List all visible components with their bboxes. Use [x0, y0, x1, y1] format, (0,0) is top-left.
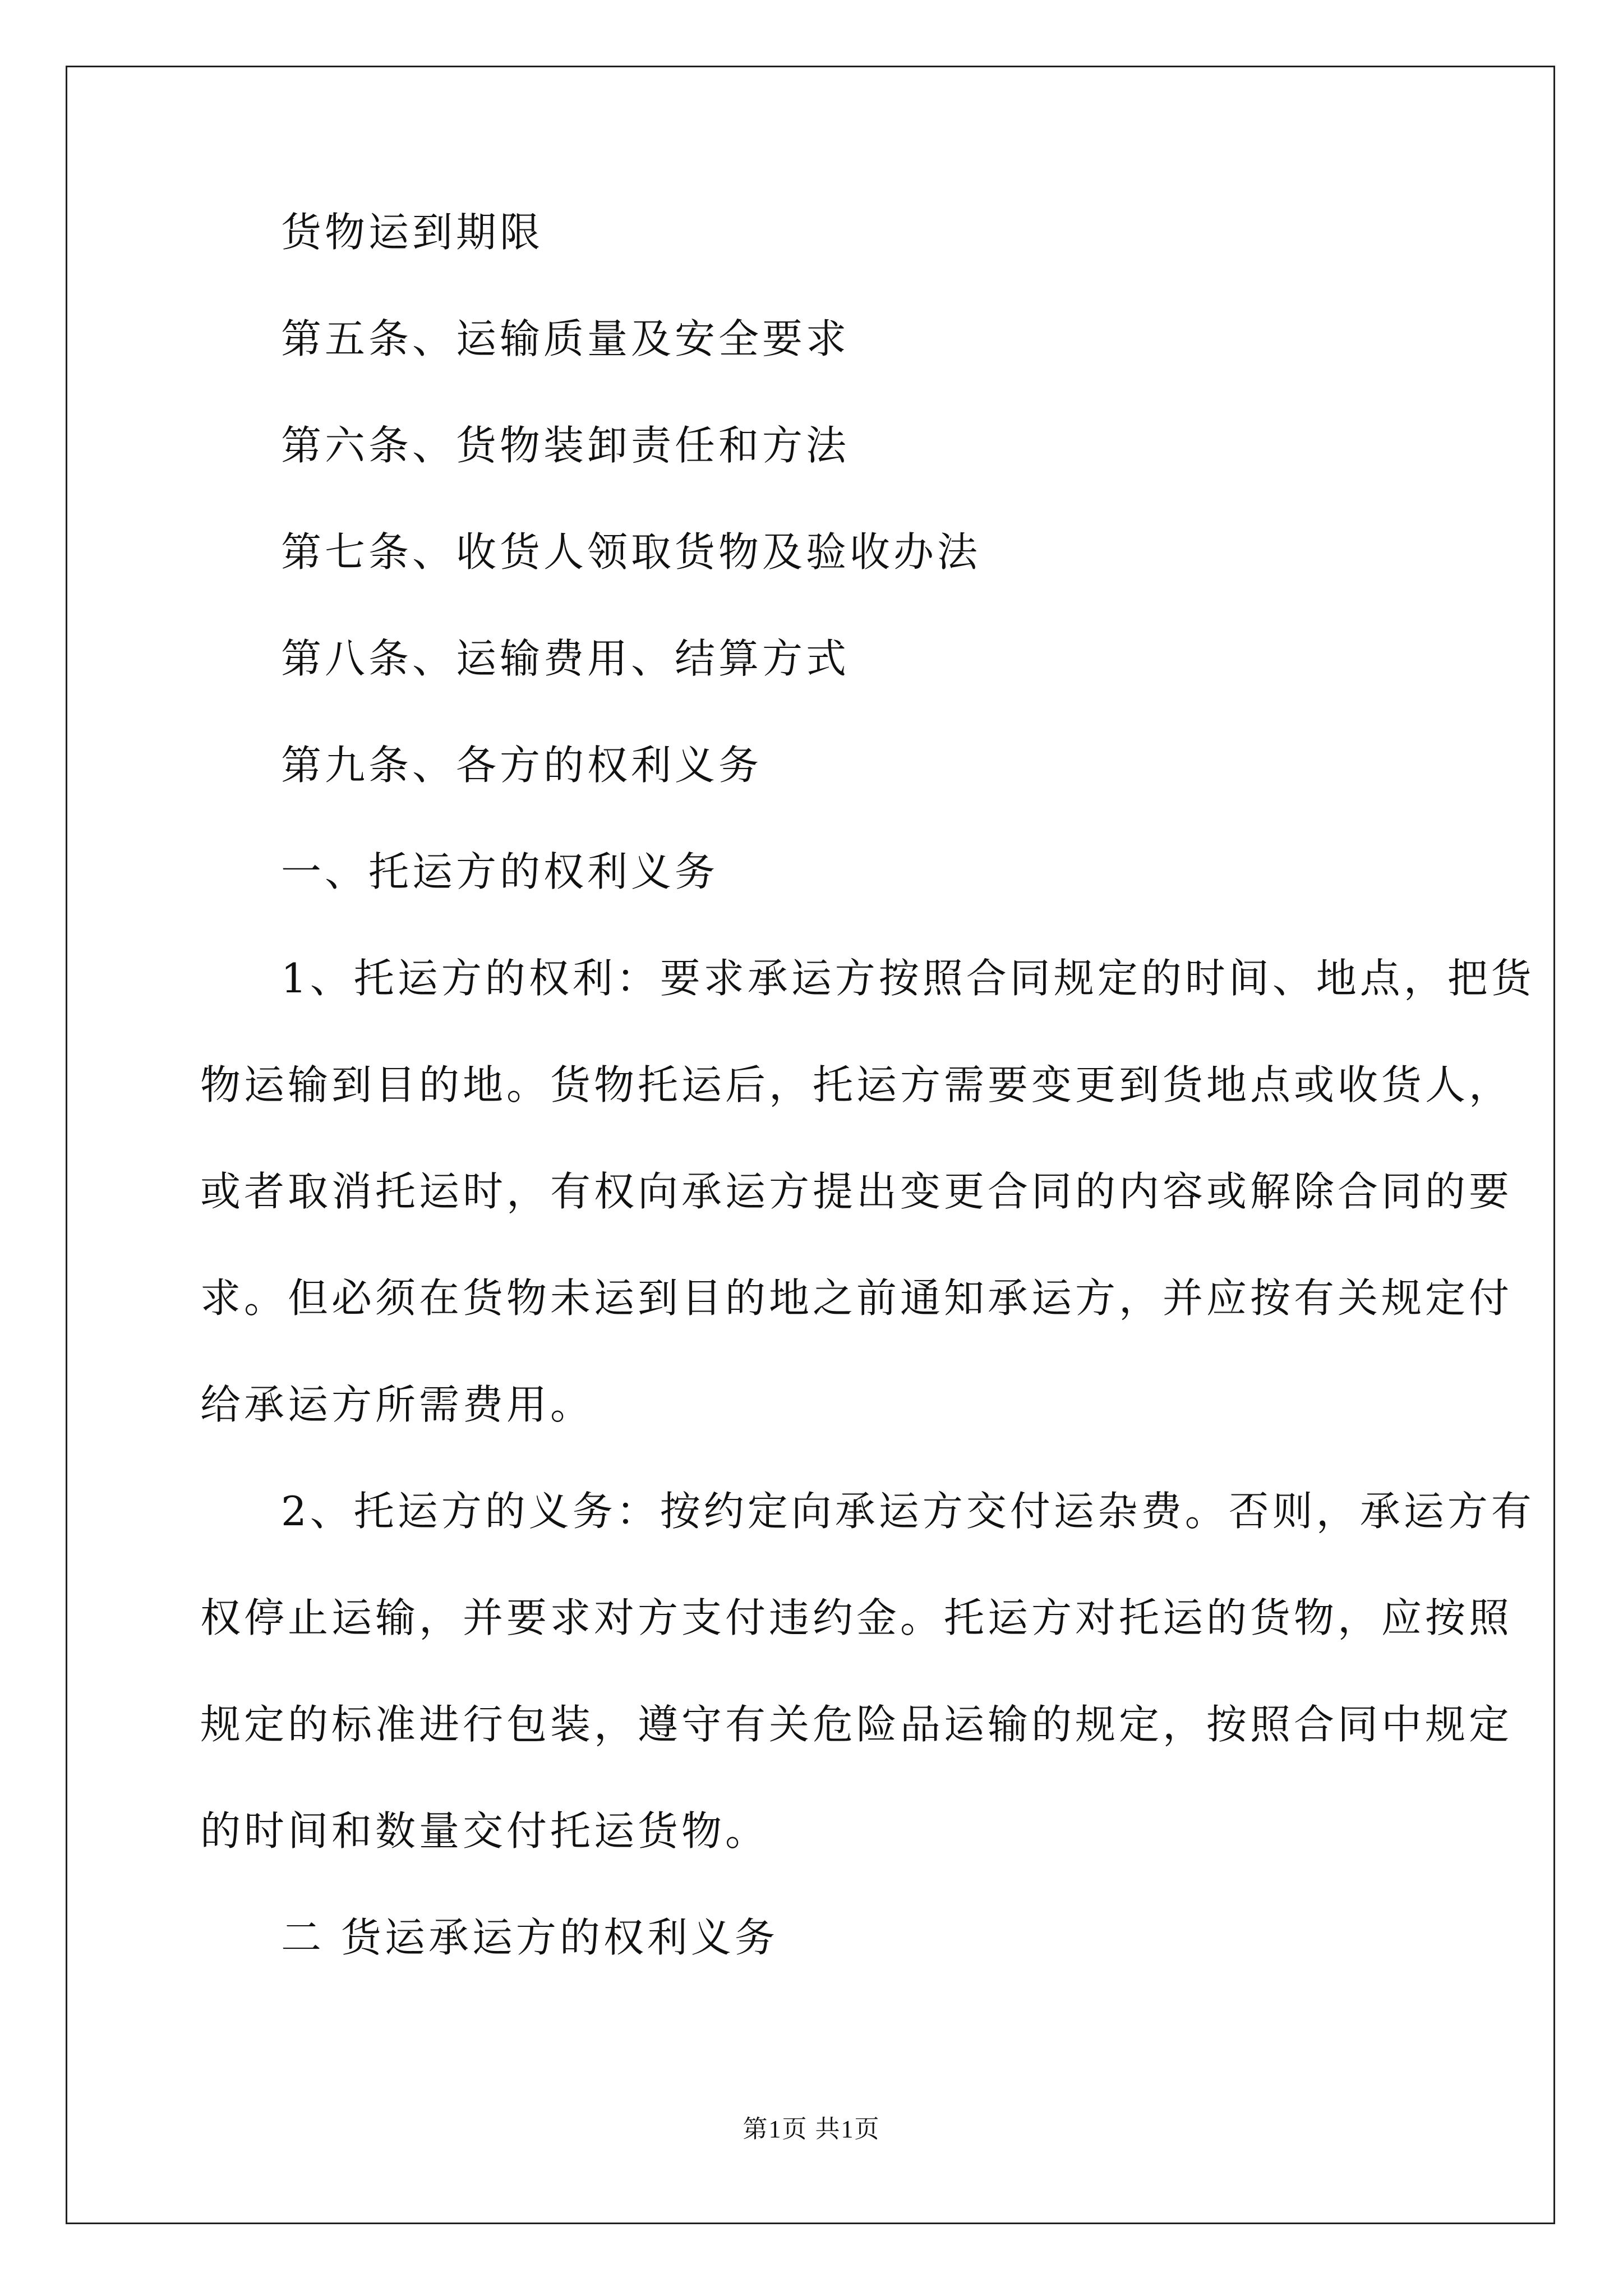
text-line: 1、托运方的权利：要求承运方按照合同规定的时间、地点，把货 [281, 955, 1535, 1002]
text-line: 权停止运输，并要求对方支付违约金。托运方对托运的货物，应按照 [200, 1594, 1513, 1641]
text-line: 第八条、运输费用、结算方式 [281, 635, 850, 682]
text-line: 第九条、各方的权利义务 [281, 742, 763, 789]
text-line: 二 货运承运方的权利义务 [281, 1914, 778, 1961]
text-line: 一、托运方的权利义务 [281, 848, 719, 895]
text-line: 或者取消托运时，有权向承运方提出变更合同的内容或解除合同的要 [200, 1168, 1513, 1215]
page-number-footer: 第1页 共1页 [743, 2115, 880, 2143]
text-line: 第五条、运输质量及安全要求 [281, 315, 850, 362]
text-line: 2、托运方的义务：按约定向承运方交付运杂费。否则，承运方有 [281, 1488, 1535, 1535]
text-line: 求。但必须在货物未运到目的地之前通知承运方，并应按有关规定付 [200, 1274, 1513, 1322]
page-border [66, 66, 1555, 2224]
text-line: 第六条、货物装卸责任和方法 [281, 422, 850, 469]
text-line: 第七条、收货人领取货物及验收办法 [281, 528, 981, 576]
text-line: 规定的标准进行包装，遵守有关危险品运输的规定，按照合同中规定 [200, 1701, 1513, 1748]
text-line: 货物运到期限 [281, 209, 544, 256]
text-line: 的时间和数量交付托运货物。 [200, 1807, 769, 1855]
text-line: 物运输到目的地。货物托运后，托运方需要变更到货地点或收货人， [200, 1061, 1513, 1108]
text-line: 给承运方所需费用。 [200, 1381, 594, 1428]
